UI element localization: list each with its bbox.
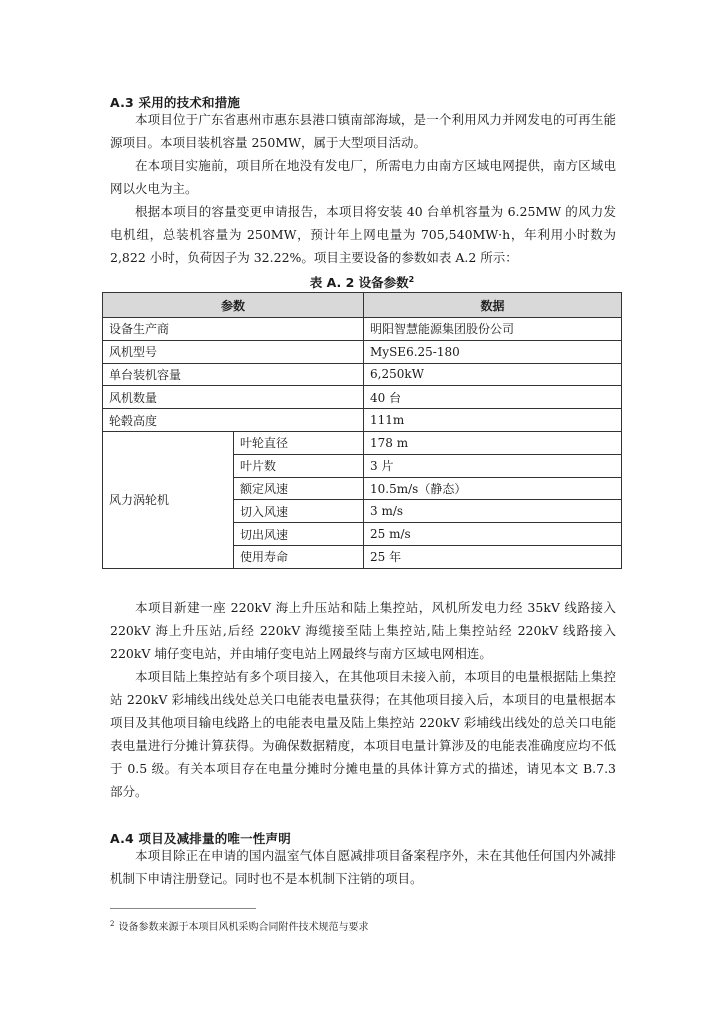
sub-label: 使用寿命 [234, 545, 364, 568]
table-row [103, 409, 622, 432]
sub-value: 10.5m/s（静态） [364, 477, 622, 500]
row-value: 40 台 [364, 386, 622, 409]
sub-value: 3 m/s [364, 500, 622, 523]
table-row [103, 318, 622, 341]
header-data: 数据 [364, 293, 622, 318]
footnote [110, 918, 368, 933]
equipment-parameters-table [102, 292, 622, 569]
row-value: MySE6.25-180 [364, 340, 622, 363]
section-a4-title: A.4 项目及减排量的唯一性声明 [110, 831, 291, 846]
table-row [103, 340, 622, 363]
header-param: 参数 [103, 293, 364, 318]
row-label: 设备生产商 [103, 318, 364, 341]
section-a3-paragraph-3: 根据本项目的容量变更申请报告，本项目将安装 40 台单机容量为 6.25MW 的风力发电机组，总装机容量为 250MW，预计年上网电量为 705,540MW·h，年利用小时数为 2,822 小时，负荷因子为 32.22%。项目主要设备的参数如表 A.2 所示： [110, 204, 616, 265]
table-caption-footnote-ref: 2 [408, 274, 415, 284]
section-a3-paragraph-4: 本项目新建一座 220kV 海上升压站和陆上集控站，风机所发电力经 35kV 线路接入 220kV 海上升压站,后经 220kV 海缆接至陆上集控站,陆上集控站经 220kV 线路接入 220kV 埔仔变电站，并由埔仔变电站上网最终与南方区域电网相连。 [110, 600, 616, 661]
row-label: 风机数量 [103, 386, 364, 409]
section-a3-title: A.3 采用的技术和措施 [110, 95, 241, 110]
footnote-divider [110, 908, 256, 909]
row-label: 单台装机容量 [103, 363, 364, 386]
table-row [103, 431, 622, 454]
row-value: 111m [364, 409, 622, 432]
row-value: 明阳智慧能源集团股份公司 [364, 318, 622, 341]
row-label: 轮毂高度 [103, 409, 364, 432]
row-label: 风机型号 [103, 340, 364, 363]
sub-label: 叶片数 [234, 454, 364, 477]
section-a4-paragraph-1: 本项目除正在申请的国内温室气体自愿减排项目备案程序外，未在其他任何国内外减排机制下申请注册登记。同时也不是本机制下注销的项目。 [110, 848, 616, 886]
table-row [103, 363, 622, 386]
footnote-text: 设备参数来源于本项目风机采购合同附件技术规范与要求 [118, 922, 369, 933]
footnote-mark: 2 [110, 919, 115, 928]
section-a3-paragraph-5: 本项目陆上集控站有多个项目接入，在其他项目未接入前，本项目的电量根据陆上集控站 220kV 彩埔线出线处总关口电能表电量获得；在其他项目接入后，本项目的电量根据本项目及其他项目输电线路上的电能表电量及陆上集控站 220kV 彩埔线出线处的总关口电能表电量进行分摊计算获得。为确保数据精度，本项目电量计算涉及的电能表准确度应均不低于 0.5 级。有关本项目存在电量分摊时分摊电量的具体计算方式的描述，请见本文 B.7.3 部分。 [110, 669, 616, 799]
section-a3-paragraph-2: 在本项目实施前，项目所在地没有发电厂，所需电力由南方区域电网提供，南方区域电网以火电为主。 [110, 158, 616, 196]
table-caption-text: 表 A. 2 设备参数 [309, 275, 409, 290]
table-header-row [103, 293, 622, 318]
table-caption [0, 273, 724, 291]
section-a3-paragraph-1: 本项目位于广东省惠州市惠东县港口镇南部海域，是一个利用风力并网发电的可再生能源项目。本项目装机容量 250MW，属于大型项目活动。 [110, 112, 616, 150]
sub-value: 25 m/s [364, 523, 622, 546]
sub-value: 25 年 [364, 545, 622, 568]
sub-value: 3 片 [364, 454, 622, 477]
group-label: 风力涡轮机 [103, 431, 234, 568]
row-value: 6,250kW [364, 363, 622, 386]
sub-label: 额定风速 [234, 477, 364, 500]
table-row [103, 386, 622, 409]
sub-value: 178 m [364, 431, 622, 454]
sub-label: 切入风速 [234, 500, 364, 523]
sub-label: 叶轮直径 [234, 431, 364, 454]
sub-label: 切出风速 [234, 523, 364, 546]
